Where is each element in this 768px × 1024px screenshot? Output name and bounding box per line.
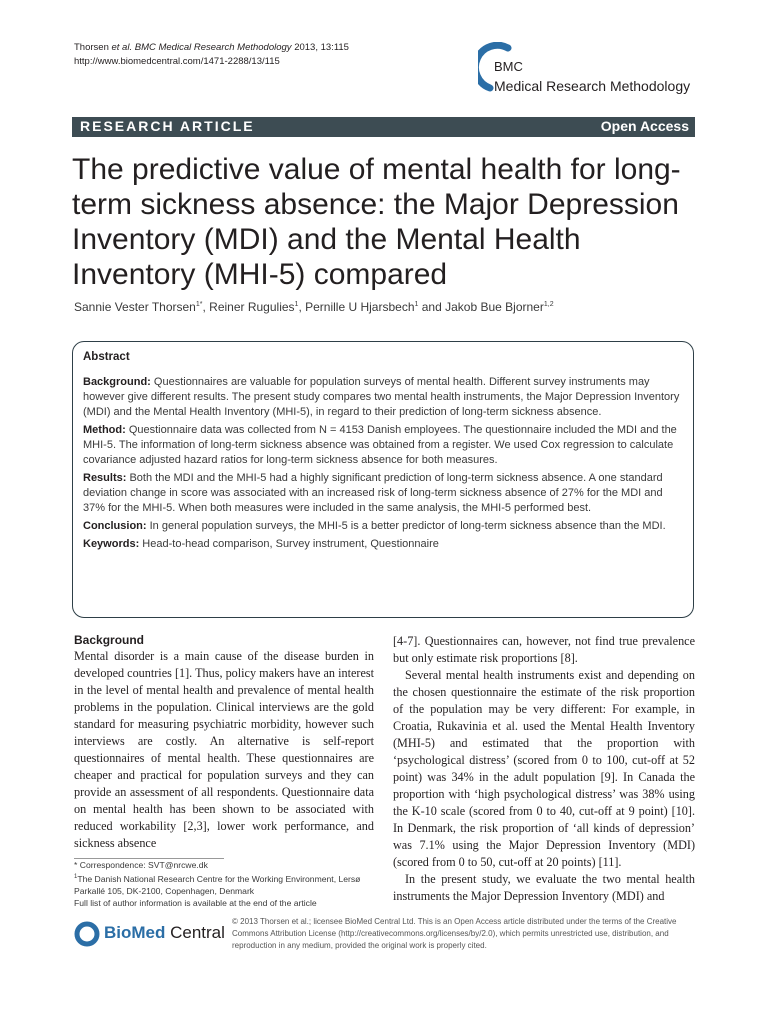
- logo-journal-name: Medical Research Methodology: [494, 78, 691, 94]
- abstract-content: [83, 350, 683, 555]
- section-text: In general population surveys, the MHI-5 is a better predictor of long-term sickness absence than the MDI.: [146, 520, 666, 532]
- correspondence-note[interactable]: * Correspondence: SVT@nrcwe.dk: [74, 860, 208, 870]
- abstract-results: [83, 471, 683, 516]
- section-label: Results:: [83, 472, 127, 484]
- author-list: Sannie Vester Thorsen$^{1*}$, Reiner Rugulies$^1$, Pernille U Hjarsbech$^1$ and Jakob Bue Bjorner$^{1,2}$: [74, 300, 554, 314]
- body-paragraph: Mental disorder is a main cause of the disease burden in developed countries [1]. Thus, policy makers have an interest in the level of mental health and prevalence of mental health problems in the population. Clinical interviews are the gold standard for measuring psychiatric morbidity, however such interviews are costly. An alternative is self-report questionnaires of mental health. These questionnaires are cheaper and practical for population surveys and they can provide an assessment of all respondents. Questionnaire data on mental health has been shown to be associated with reduced workability [2,3], lower work performance, and sickness absence: [74, 649, 374, 850]
- author[interactable]: Reiner Rugulies: [209, 300, 295, 314]
- footnotes: [74, 859, 374, 909]
- section-text: Questionnaires are valuable for population surveys of mental health. Different survey instruments may however give different results. The present study compares two mental health instruments, the Major Depression Inventory (MDI) and the Mental Health Inventory (MHI-5), in regard to their prediction of long-term sickness absence.: [83, 376, 680, 418]
- affiliation-note: [74, 871, 374, 897]
- abstract-heading: Abstract: [83, 351, 130, 363]
- abstract-method: [83, 423, 683, 468]
- section-text: Head-to-head comparison, Survey instrument, Questionnaire: [139, 538, 439, 550]
- author-affiliation: 1: [294, 301, 299, 308]
- research-article-label: RESEARCH ARTICLE: [80, 118, 255, 134]
- article-url[interactable]: http://www.biomedcentral.com/1471-2288/13/115: [74, 56, 280, 67]
- logo-bmc-text: BMC: [494, 59, 523, 74]
- citation-prefix: Thorsen: [74, 42, 112, 53]
- abstract-box: [72, 341, 694, 618]
- biomed-central-wordmark: [104, 923, 225, 943]
- section-text: Questionnaire data was collected from N = 4153 Danish employees. The questionnaire included the MDI and the MHI-5. The information of long-term sickness absence was obtained from a register. We used Cox regression to calculate covariance adjusted hazard ratios for long-term sickness absence for both measures.: [83, 424, 677, 466]
- abstract-background: [83, 375, 683, 420]
- body-paragraph: [4-7]. Questionnaires can, however, not find true prevalence but only estimate risk proportions [8].: [393, 634, 695, 665]
- abstract-conclusion: [83, 519, 683, 534]
- body-column-left: [74, 633, 374, 852]
- author[interactable]: Pernille U Hjarsbech: [305, 300, 415, 314]
- author[interactable]: Jakob Bue Bjorner: [445, 300, 544, 314]
- citation-header: [74, 41, 349, 69]
- full-list-note: Full list of author information is available at the end of the article: [74, 897, 317, 908]
- wordmark-central: Central: [165, 923, 225, 942]
- section-label: Keywords:: [83, 538, 140, 550]
- author-affiliation: 1*: [195, 301, 203, 308]
- citation-line: [74, 41, 349, 55]
- abstract-keywords: [83, 537, 683, 552]
- section-label: Conclusion:: [83, 520, 147, 532]
- copyright-notice: © 2013 Thorsen et al.; licensee BioMed Central Ltd. This is an Open Access article distributed under the terms of the Creative Commons Attribution License (http://creativecommons.org/licenses/by/2.0), which permits unrestricted use, distribution, and reproduction in any medium, provided the original work is properly cited.: [232, 917, 677, 950]
- section-label: Background:: [83, 376, 151, 388]
- biomed-ring-icon: [74, 921, 100, 947]
- article-type-banner: [72, 117, 695, 137]
- section-label: Method:: [83, 424, 126, 436]
- wordmark-biomed: BioMed: [104, 923, 166, 942]
- biomed-central-logo: [74, 921, 224, 947]
- article-title: The predictive value of mental health for long-term sickness absence: the Major Depression Inventory (MDI) and the Mental Health Inventory (MHI-5) compared: [72, 153, 681, 291]
- author-affiliation: 1,2: [543, 301, 554, 308]
- citation-journal: et al. BMC Medical Research Methodology: [111, 42, 292, 53]
- body-column-right: [393, 633, 695, 905]
- citation-volume: 2013, 13:115: [291, 42, 349, 53]
- author[interactable]: Sannie Vester Thorsen: [74, 300, 196, 314]
- affiliation-text: The Danish National Research Centre for the Working Environment, Lersø Parkallé 105, DK-2100, Copenhagen, Denmark: [74, 873, 361, 896]
- section-text: Both the MDI and the MHI-5 had a highly significant prediction of long-term sickness absence. A one standard deviation change in score was associated with an increased risk of long-term sickness absence of 27% for the MDI and 37% for the MHI-5. When both measures were included in the same analysis, the MHI-5 performed best.: [83, 472, 663, 514]
- affiliation-sup: 1: [74, 874, 78, 880]
- body-paragraph: Several mental health instruments exist and depending on the chosen questionnaire the estimate of the risk proportion of the population may be very different: For example, in Croatia, Rukavinia et al. used the Mental Health Inventory (MHI-5) and estimated that the proportion with ‘psychological distress’ (scored from 0 to 100, cut-off at 52 point) was 34% in the adult population [9]. In Canada the proportion with ‘high psychological distress’ was 38% using the K-10 scale (scored from 0 to 40, cut-off at 9 point) [10]. In Denmark, the risk proportion of ‘all kinds of depression’ was 7.1% using the Major Depression Inventory (MDI) (scored from 0 to 50, cut-off at 20 points) [11].: [393, 668, 695, 869]
- bmc-journal-logo: [478, 42, 708, 102]
- body-paragraph: In the present study, we evaluate the two mental health instruments the Major Depression Inventory (MDI) and: [393, 872, 695, 903]
- open-access-label: Open Access: [600, 118, 689, 134]
- background-heading: Background: [74, 633, 145, 647]
- author-affiliation: 1: [414, 301, 419, 308]
